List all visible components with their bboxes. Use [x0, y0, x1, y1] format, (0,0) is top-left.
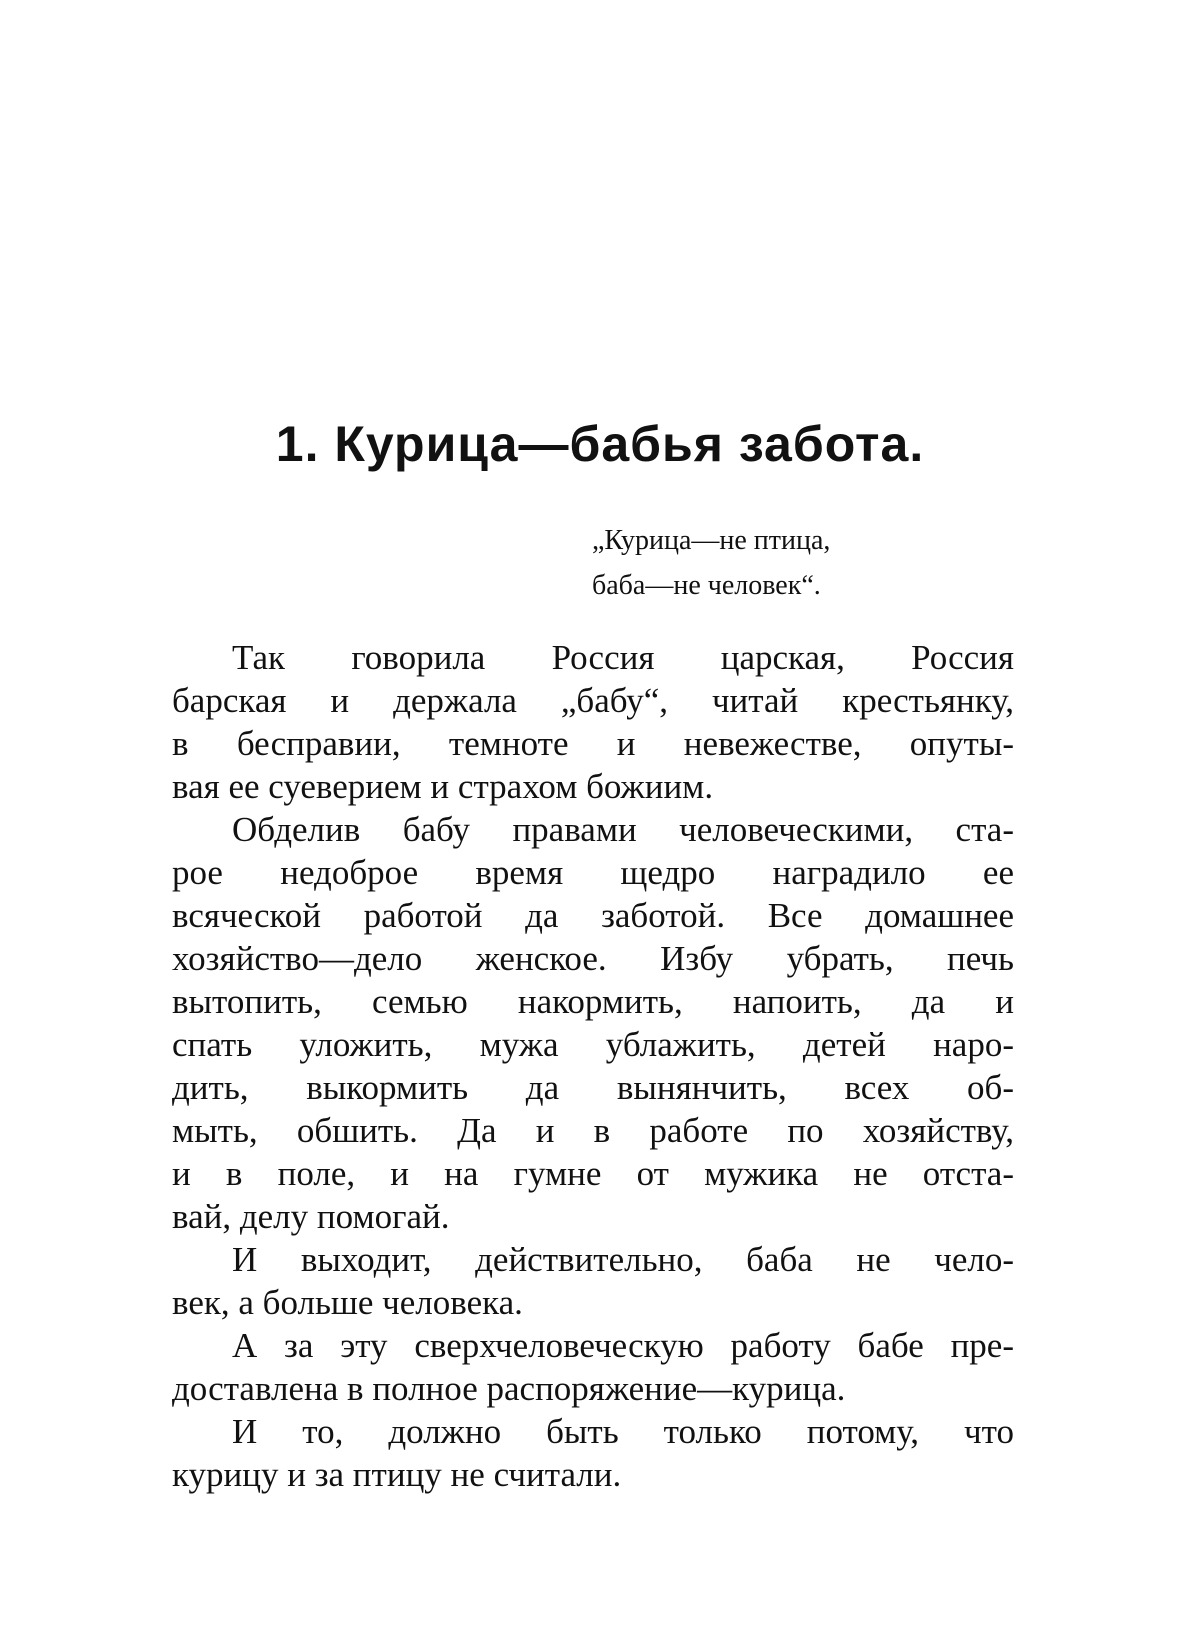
text-line: век, а больше человека. — [172, 1283, 523, 1322]
text-line: А за эту сверхчеловеческую работу бабе пре- — [232, 1326, 1014, 1365]
text-line: рое недоброе время щедро наградило ее — [172, 853, 1014, 892]
chapter-title: 1. Курица—бабья забота. — [275, 416, 925, 472]
text-line: и в поле, и на гумне от мужика не отста- — [172, 1154, 1014, 1193]
paragraph-1 — [172, 636, 1014, 808]
text-line: вая ее суеверием и страхом божиим. — [172, 767, 714, 806]
text-line: доставлена в полное распоряжение—курица. — [172, 1369, 846, 1408]
paragraph-3 — [172, 1238, 1014, 1324]
text-line: И то, должно быть только потому, что — [232, 1412, 1014, 1451]
text-line: Обделив бабу правами человеческими, ста- — [232, 810, 1014, 849]
text-line: вытопить, семью накормить, напоить, да и — [172, 982, 1014, 1021]
paragraph-2 — [172, 808, 1014, 1238]
paragraph-4 — [172, 1324, 1014, 1410]
epigraph — [592, 518, 992, 608]
text-line: вай, делу помогай. — [172, 1197, 450, 1236]
text-line: мыть, обшить. Да и в работе по хозяйству, — [172, 1111, 1014, 1150]
text-line: барская и держала „бабу“, читай крестьянку, — [172, 681, 1014, 720]
epigraph-line: баба—не человек“. — [592, 570, 821, 601]
body-text — [172, 636, 1014, 1496]
text-line: дить, выкормить да вынянчить, всех об- — [172, 1068, 1014, 1107]
text-line: курицу и за птицу не считали. — [172, 1455, 622, 1494]
text-line: И выходит, действительно, баба не чело- — [232, 1240, 1014, 1279]
text-line: всяческой работой да заботой. Все домашнее — [172, 896, 1014, 935]
text-line: в бесправии, темноте и невежестве, опуты- — [172, 724, 1014, 763]
text-line: спать уложить, мужа ублажить, детей наро- — [172, 1025, 1014, 1064]
epigraph-line: „Курица—не птица, — [592, 525, 831, 556]
paragraph-5 — [172, 1410, 1014, 1496]
text-line: Так говорила Россия царская, Россия — [232, 638, 1014, 677]
text-line: хозяйство—дело женское. Избу убрать, печь — [172, 939, 1014, 978]
